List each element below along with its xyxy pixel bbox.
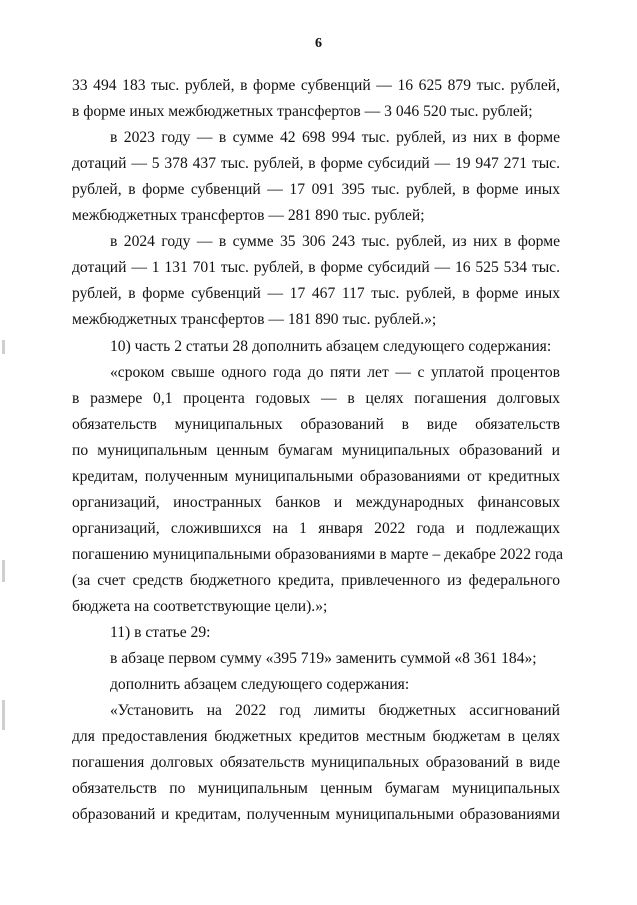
- text-line: бюджета на соответствующие цели).»;: [72, 598, 328, 615]
- text-line: в абзаце первом сумму «395 719» заменить суммой «8 361 184»;: [110, 650, 537, 667]
- text-line: в размере 0,1 процента годовых — в целях погашения долговых: [72, 390, 560, 407]
- text-line: погашению муниципальными образованиями в марте – декабре 2022 года: [72, 546, 564, 563]
- text-line: «сроком свыше одного года до пяти лет — с уплатой процентов: [110, 364, 560, 381]
- text-line: в 2023 году — в сумме 42 698 994 тыс. рублей, из них в форме: [110, 129, 560, 146]
- text-line: для предоставления бюджетных кредитов местным бюджетам в целях: [72, 728, 560, 745]
- text-line: дотаций — 1 131 701 тыс. рублей, в форме субсидий — 16 525 534 тыс.: [72, 259, 560, 276]
- text-line: дополнить абзацем следующего содержания:: [110, 676, 410, 693]
- text-line: в форме иных межбюджетных трансфертов — 3 046 520 тыс. рублей;: [72, 103, 533, 120]
- text-line: в 2024 году — в сумме 35 306 243 тыс. рублей, из них в форме: [110, 233, 560, 250]
- scan-edge-mark: [2, 700, 5, 730]
- text-line: обязательств муниципальных образований в виде обязательств: [72, 416, 560, 433]
- text-line: (за счет средств бюджетного кредита, привлеченного из федерального: [72, 572, 560, 589]
- text-line: рублей, в форме субвенций — 17 467 117 тыс. рублей, в форме иных: [72, 285, 560, 302]
- text-line: обязательств по муниципальным ценным бумагам муниципальных: [72, 780, 560, 797]
- text-line: 10) часть 2 статьи 28 дополнить абзацем следующего содержания:: [110, 338, 552, 355]
- text-line: организаций, иностранных банков и международных финансовых: [72, 494, 560, 511]
- text-line: 33 494 183 тыс. рублей, в форме субвенций — 16 625 879 тыс. рублей,: [72, 77, 560, 94]
- text-line: «Установить на 2022 год лимиты бюджетных ассигнований: [110, 702, 560, 719]
- text-line: дотаций — 5 378 437 тыс. рублей, в форме субсидий — 19 947 271 тыс.: [72, 155, 560, 172]
- text-line: образований и кредитам, полученным муниципальными образованиями: [72, 806, 560, 823]
- scan-edge-mark: [2, 340, 5, 354]
- text-line: межбюджетных трансфертов — 181 890 тыс. рублей.»;: [72, 311, 437, 328]
- scan-edge-mark: [2, 560, 5, 582]
- text-line: погашения долговых обязательств муниципальных образований в виде: [72, 754, 560, 771]
- text-line: по муниципальным ценным бумагам муниципальных образований и: [72, 442, 560, 459]
- text-line: межбюджетных трансфертов — 281 890 тыс. рублей;: [72, 207, 425, 224]
- text-line: 11) в статье 29:: [110, 624, 211, 641]
- text-line: организаций, сложившихся на 1 января 2022 года и подлежащих: [72, 520, 560, 537]
- page-number: 6: [315, 36, 322, 51]
- text-line: кредитам, полученным муниципальными образованиями от кредитных: [72, 468, 560, 485]
- text-line: рублей, в форме субвенций — 17 091 395 тыс. рублей, в форме иных: [72, 181, 560, 198]
